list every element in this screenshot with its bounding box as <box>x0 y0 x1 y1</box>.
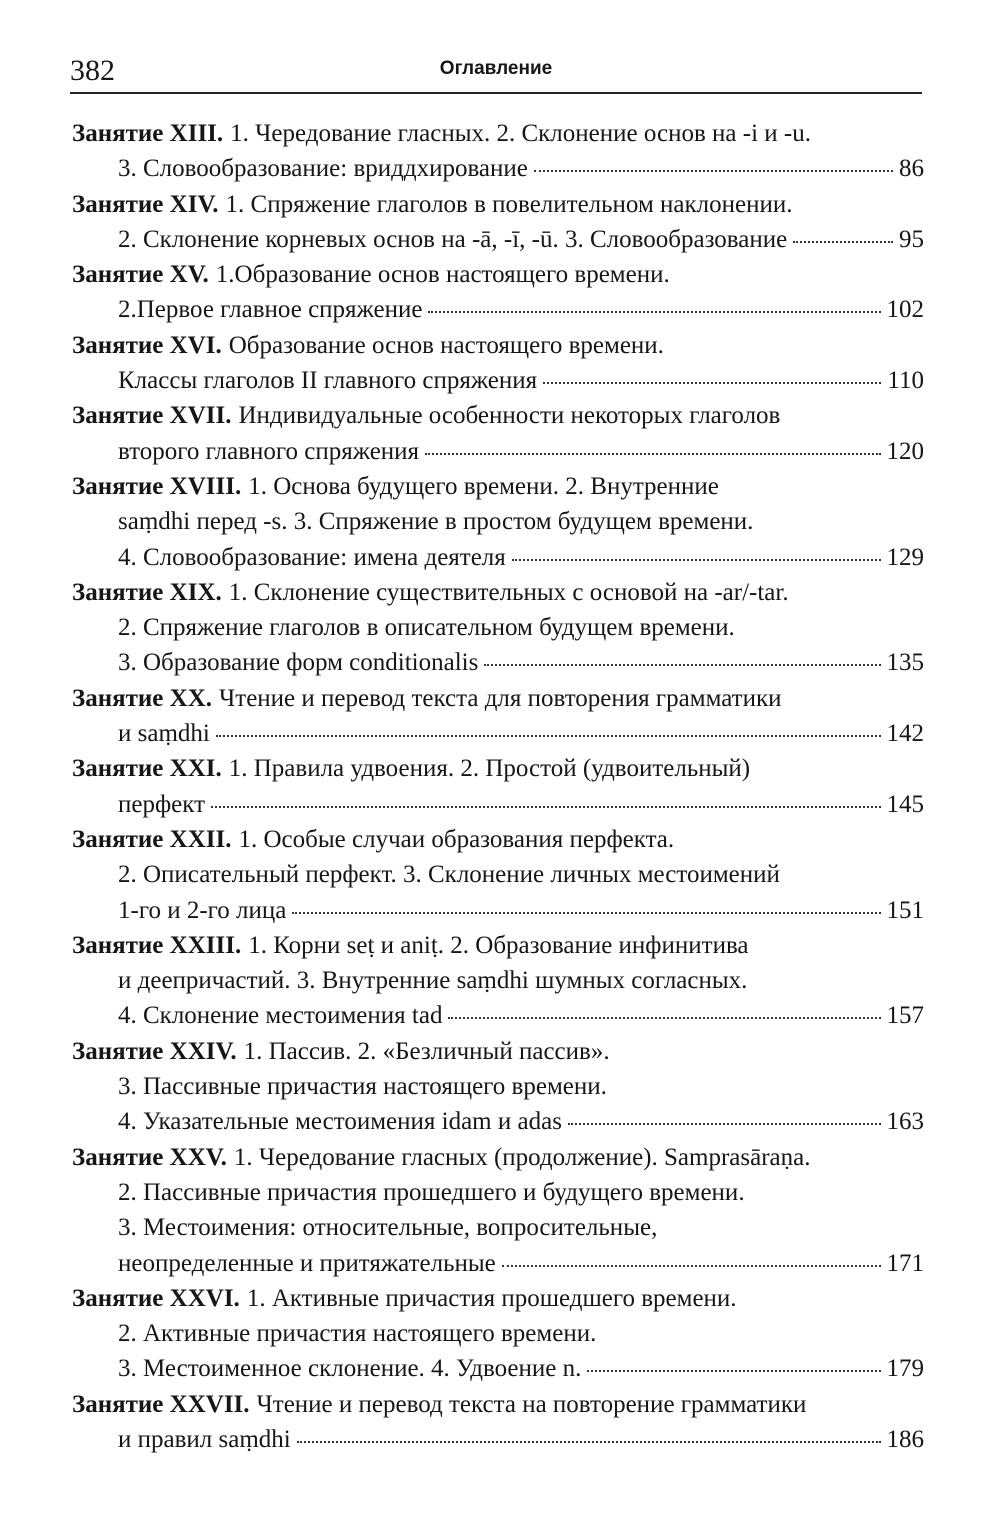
lesson-topic-text: 3. Образование форм conditionalis <box>118 649 479 677</box>
toc-page-number: 129 <box>886 543 924 571</box>
dot-leader <box>211 806 880 808</box>
toc-line <box>72 1422 924 1457</box>
lesson-topic-text: 4. Словообразование: имена деятеля <box>118 543 506 571</box>
lesson-label: Занятие XXII. <box>72 825 232 853</box>
toc-entry <box>72 187 924 258</box>
toc-line <box>72 1104 924 1139</box>
lesson-topic-text: 2. Спряжение глаголов в описательном будущем времени. <box>118 614 735 642</box>
toc-line <box>72 857 924 892</box>
toc-line <box>72 222 924 257</box>
lesson-topic-text: saṃdhi перед -s. 3. Спряжение в простом будущем времени. <box>118 508 754 536</box>
toc-line <box>72 292 924 327</box>
toc-page-number: 179 <box>886 1355 924 1383</box>
lesson-topic-text: 2. Описательный перфект. 3. Склонение личных местоимений <box>118 861 780 889</box>
toc-entry <box>72 116 924 187</box>
lesson-topic-text: 1. Спряжение глаголов в повелительном наклонении. <box>225 190 793 218</box>
toc-line <box>72 398 924 433</box>
lesson-label: Занятие XXVI. <box>72 1284 240 1312</box>
toc-page-number: 102 <box>886 296 924 324</box>
toc-entry <box>72 1140 924 1281</box>
lesson-topic-text: 1-го и 2-го лица <box>118 896 287 924</box>
toc-line <box>72 963 924 998</box>
toc-line <box>72 787 924 822</box>
lesson-topic-text: 1. Активные причастия прошедшего времени. <box>246 1284 737 1312</box>
dot-leader <box>568 1123 881 1125</box>
toc-page-number: 110 <box>887 367 924 395</box>
lesson-label: Занятие XIV. <box>72 190 219 218</box>
lesson-topic-text: 3. Словообразование: вриддхирование <box>118 155 528 183</box>
page-number: 382 <box>70 54 115 87</box>
toc-entry <box>72 1034 924 1140</box>
toc-line <box>72 257 924 292</box>
dot-leader <box>428 311 880 313</box>
toc-entry <box>72 751 924 822</box>
toc-entry <box>72 469 924 575</box>
toc-line <box>72 1210 924 1245</box>
lesson-topic-text: Образование основ настоящего времени. <box>228 331 664 359</box>
lesson-topic-text: перфект <box>118 790 206 818</box>
dot-leader <box>292 912 880 914</box>
toc-page-number: 135 <box>886 649 924 677</box>
lesson-topic-text: и деепричастий. 3. Внутренние saṃdhi шумных согласных. <box>118 967 748 995</box>
toc-line <box>72 363 924 398</box>
dot-leader <box>793 241 893 243</box>
toc-line <box>72 1387 924 1422</box>
lesson-label: Занятие XVII. <box>72 402 232 430</box>
lesson-topic-text: и saṃdhi <box>118 720 210 748</box>
toc-entry <box>72 575 924 681</box>
toc-page-number: 151 <box>886 896 924 924</box>
toc-line <box>72 1246 924 1281</box>
toc-page-number: 171 <box>886 1249 924 1277</box>
toc-line <box>72 716 924 751</box>
lesson-topic-text: неопределенные и притяжательные <box>118 1249 496 1277</box>
toc-line <box>72 434 924 469</box>
toc-entry <box>72 1281 924 1387</box>
dot-leader <box>587 1370 880 1372</box>
toc-line <box>72 1316 924 1351</box>
lesson-label: Занятие XVIII. <box>72 472 242 500</box>
toc-line <box>72 610 924 645</box>
lesson-label: Занятие XXI. <box>72 755 222 783</box>
lesson-topic-text: Чтение и перевод текста на повторение грамматики <box>256 1390 807 1418</box>
toc-page-number: 95 <box>899 225 924 253</box>
lesson-label: Занятие XXV. <box>72 1143 227 1171</box>
lesson-label: Занятие XXVII. <box>72 1390 250 1418</box>
toc-page-number: 142 <box>886 720 924 748</box>
toc-line <box>72 751 924 786</box>
lesson-topic-text: 1. Чередование гласных (продолжение). Samprasāraṇa. <box>233 1143 811 1171</box>
lesson-label: Занятие XX. <box>72 684 213 712</box>
toc-page-number: 86 <box>899 155 924 183</box>
dot-leader <box>534 170 893 172</box>
lesson-topic-text: 3. Пассивные причастия настоящего времени. <box>118 1073 607 1101</box>
toc-line <box>72 187 924 222</box>
lesson-topic-text: второго главного спряжения <box>118 437 420 465</box>
lesson-topic-text: 2.Первое главное спряжение <box>118 296 423 324</box>
toc-line <box>72 681 924 716</box>
lesson-topic-text: 1. Склонение существительных с основой на -ar/-tar. <box>228 578 789 606</box>
lesson-topic-text: Классы глаголов II главного спряжения <box>118 367 538 395</box>
lesson-topic-text: Индивидуальные особенности некоторых глаголов <box>238 402 781 430</box>
toc-line <box>72 116 924 151</box>
running-title: Оглавление <box>439 58 553 79</box>
dot-leader <box>512 559 881 561</box>
lesson-topic-text: 3. Местоимения: относительные, вопросительные, <box>118 1214 658 1242</box>
lesson-topic-text: 1.Образование основ настоящего времени. <box>215 261 670 289</box>
toc-line <box>72 540 924 575</box>
lesson-topic-text: 4. Склонение местоимения tad <box>118 1002 443 1030</box>
toc-line <box>72 1069 924 1104</box>
toc-page-number: 163 <box>886 1108 924 1136</box>
lesson-topic-text: 3. Местоименное склонение. 4. Удвоение n. <box>118 1355 582 1383</box>
lesson-topic-text: и правил saṃdhi <box>118 1425 291 1453</box>
toc-line <box>72 998 924 1033</box>
toc-line <box>72 822 924 857</box>
lesson-topic-text: 1. Основа будущего времени. 2. Внутренние <box>248 472 719 500</box>
toc-entry <box>72 328 924 399</box>
toc-page-number: 186 <box>886 1425 924 1453</box>
dot-leader <box>448 1017 880 1019</box>
toc-line <box>72 1034 924 1069</box>
lesson-label: Занятие XIII. <box>72 120 224 147</box>
toc-line <box>72 928 924 963</box>
toc-line <box>72 575 924 610</box>
toc-page-number: 120 <box>886 437 924 465</box>
lesson-label: Занятие XXIII. <box>72 931 242 959</box>
toc-line <box>72 893 924 928</box>
toc-line <box>72 645 924 680</box>
lesson-topic-text: 1. Корни seṭ и aniṭ. 2. Образование инфинитива <box>248 931 749 959</box>
dot-leader <box>502 1265 881 1267</box>
dot-leader <box>297 1441 881 1443</box>
toc-page-number: 157 <box>886 1002 924 1030</box>
dot-leader <box>425 453 880 455</box>
lesson-topic-text: 2. Склонение корневых основ на -ā, -ī, -ū. 3. Словообразование <box>118 225 788 253</box>
toc-line <box>72 504 924 539</box>
toc-line <box>72 1175 924 1210</box>
lesson-label: Занятие XVI. <box>72 331 222 359</box>
lesson-topic-text: Чтение и перевод текста для повторения грамматики <box>219 684 782 712</box>
table-of-contents <box>72 116 924 1457</box>
lesson-label: Занятие XXIV. <box>72 1037 237 1065</box>
toc-entry <box>72 681 924 752</box>
toc-line <box>72 1140 924 1175</box>
toc-entry <box>72 928 924 1034</box>
lesson-topic-text: 1. Чередование гласных. 2. Склонение основ на -i и -u. <box>230 120 811 147</box>
dot-leader <box>484 664 880 666</box>
lesson-topic-text: 4. Указательные местоимения idam и adas <box>118 1108 562 1136</box>
lesson-label: Занятие XIX. <box>72 578 222 606</box>
toc-page-number: 145 <box>886 790 924 818</box>
toc-line <box>72 328 924 363</box>
dot-leader <box>216 735 881 737</box>
toc-entry <box>72 398 924 469</box>
lesson-topic-text: 2. Пассивные причастия прошедшего и будущего времени. <box>118 1178 745 1206</box>
toc-line <box>72 1281 924 1316</box>
toc-entry <box>72 822 924 928</box>
toc-line <box>72 151 924 186</box>
toc-line <box>72 1351 924 1386</box>
lesson-topic-text: 1. Пассив. 2. «Безличный пассив». <box>243 1037 610 1065</box>
lesson-topic-text: 1. Правила удвоения. 2. Простой (удвоительный) <box>228 755 751 783</box>
lesson-label: Занятие XV. <box>72 261 209 289</box>
lesson-topic-text: 2. Активные причастия настоящего времени. <box>118 1320 597 1348</box>
dot-leader <box>543 382 881 384</box>
lesson-topic-text: 1. Особые случаи образования перфекта. <box>238 825 675 853</box>
toc-line <box>72 469 924 504</box>
toc-entry <box>72 257 924 328</box>
toc-entry <box>72 1387 924 1458</box>
page-header <box>70 52 922 94</box>
